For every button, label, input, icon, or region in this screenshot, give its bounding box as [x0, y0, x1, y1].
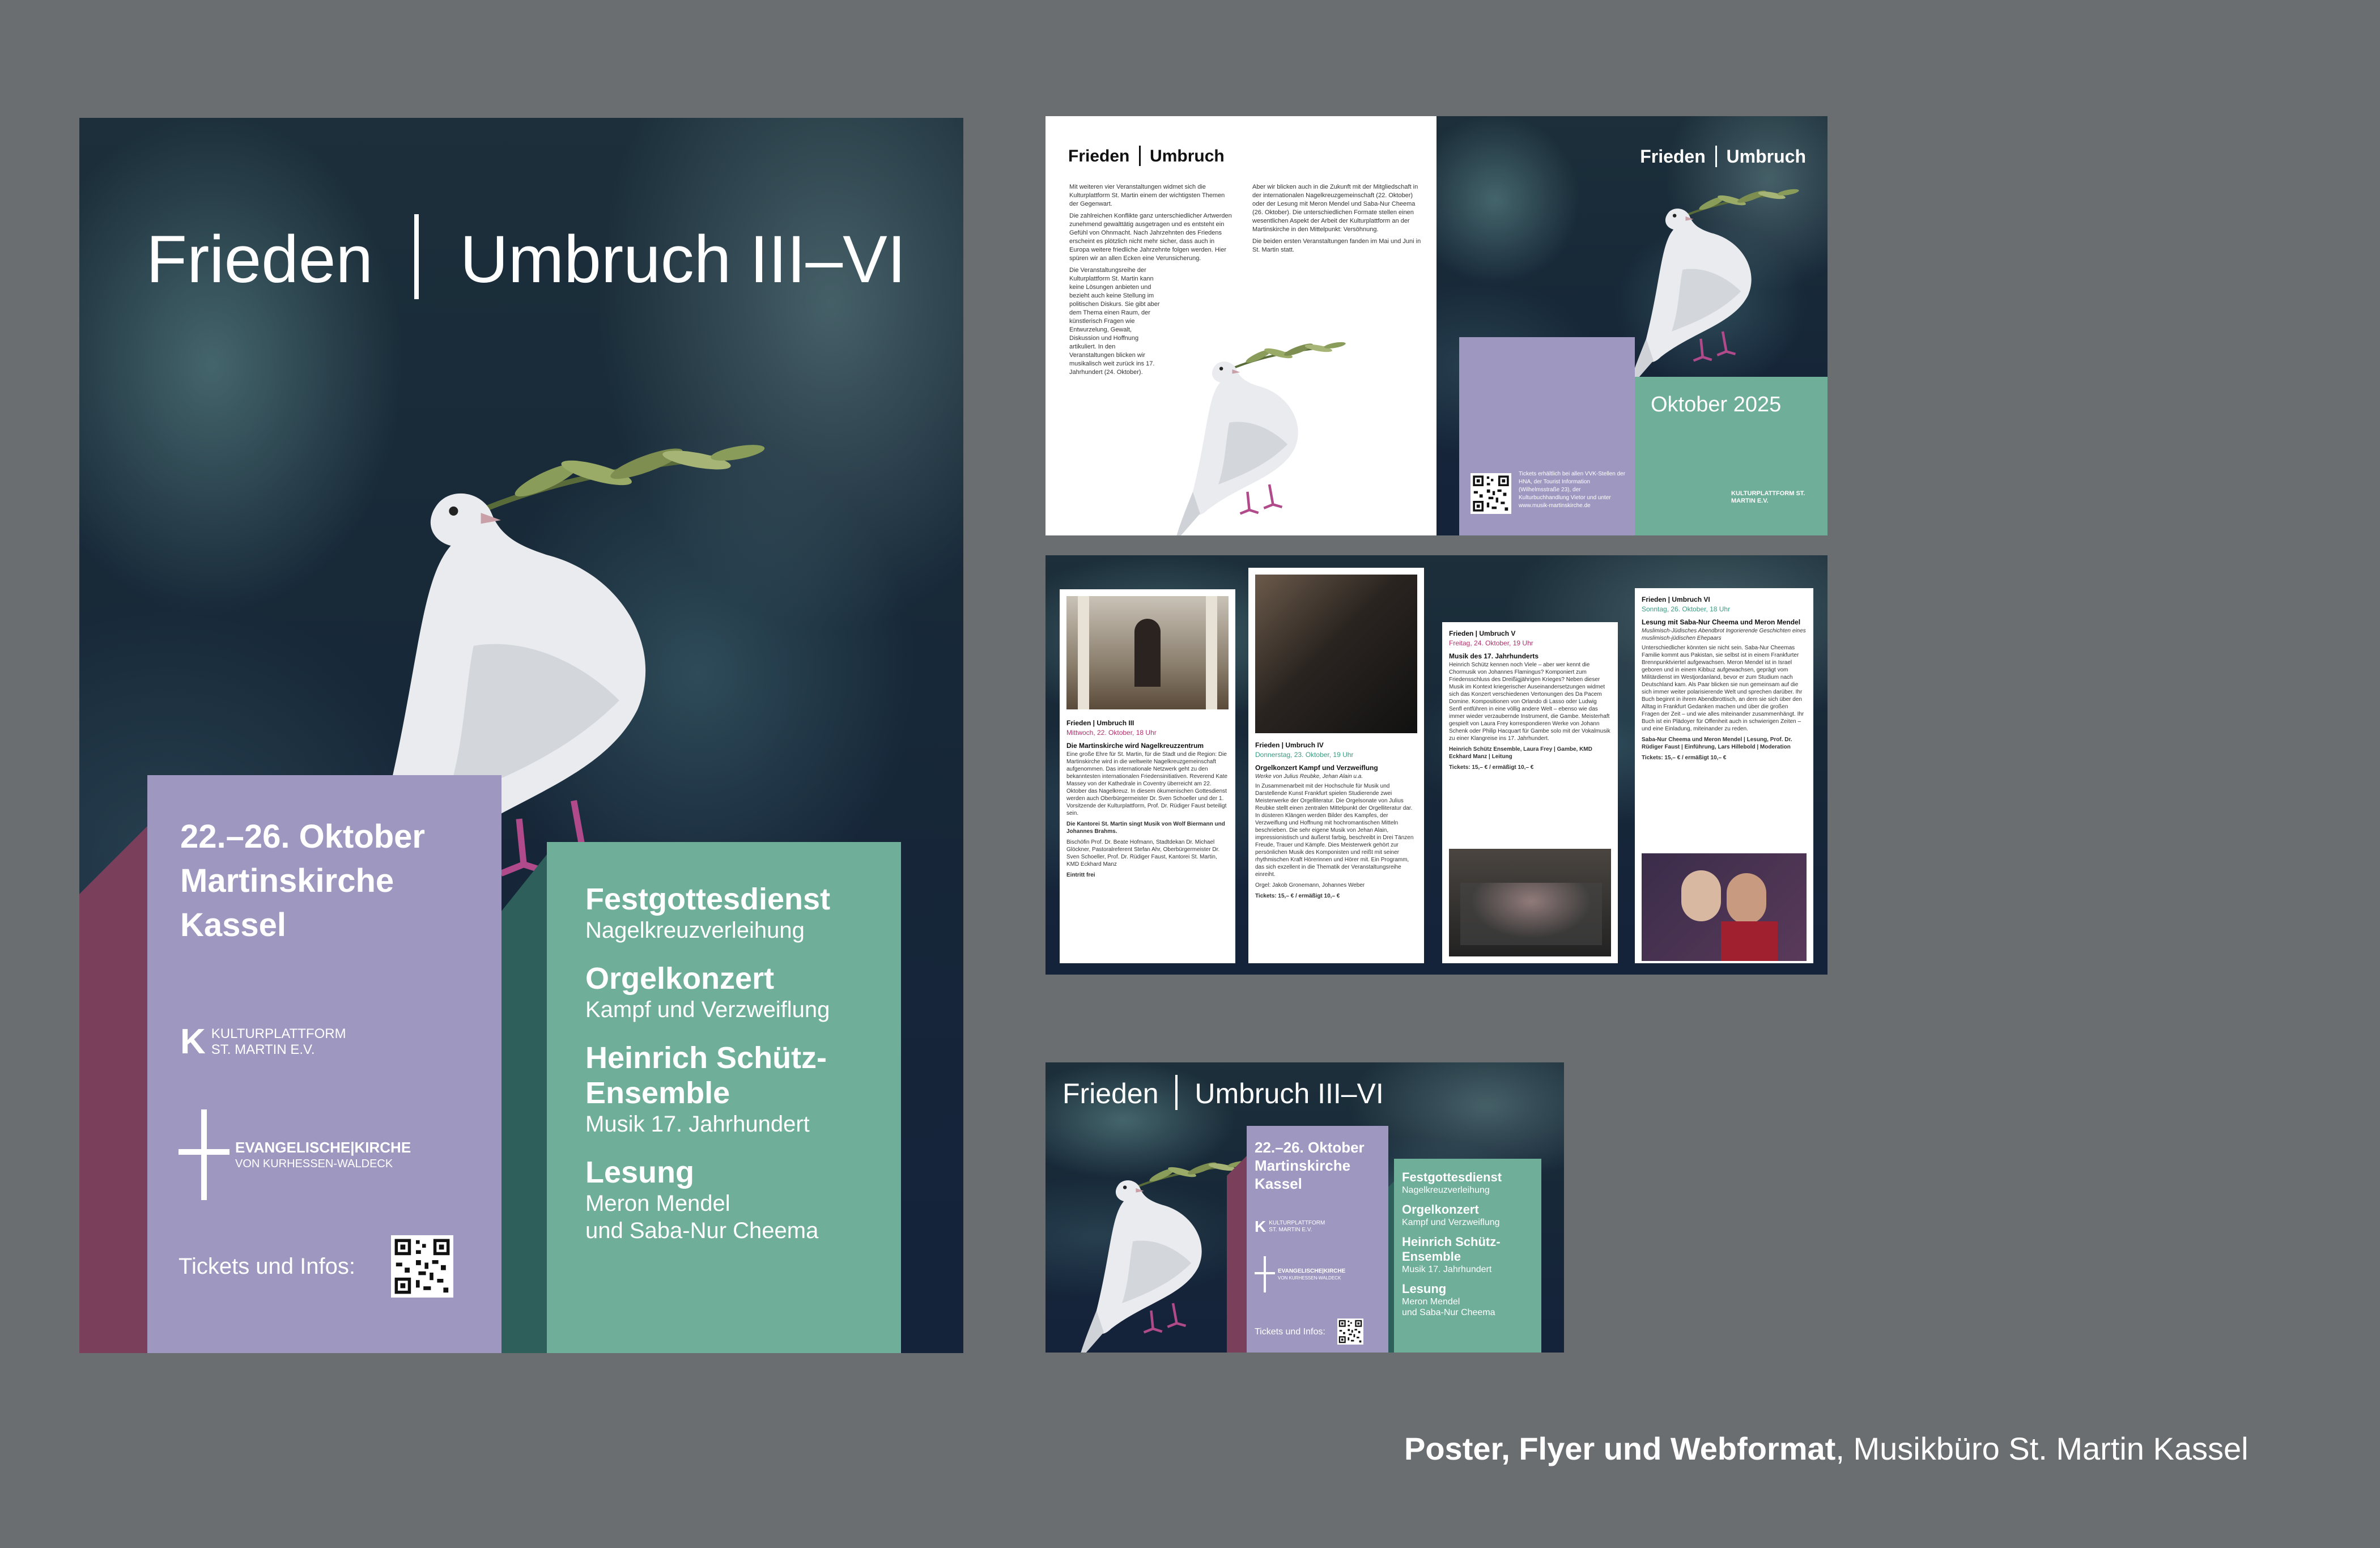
web-banner [1046, 1062, 1564, 1353]
intro-paragraph: Die zahlreichen Konflikte ganz unterschiedlicher Artwerden zunehmend gewalttätig ausgetragen und es entsteht ein Gefühl von Ohnmacht. Nach Jahrzehnten des Friedens erscheint es plötzlich nicht mehr sicher, dass auch in Europa weitere friedliche Jahrzehnte folgen werden. Hier spüren wir an allen Ecken eine Verunsicherung. [1069, 212, 1232, 262]
card-date: Freitag, 24. Oktober, 19 Uhr [1449, 639, 1533, 647]
dove-illustration [1046, 1147, 1250, 1353]
card-body: Unterschiedlicher könnten sie nicht sein. Saba-Nur Cheemas Familie kommt aus Pakistan, sie selbst ist in einem Frankfurter Brennpunktviertel aufgewachsen. Meron Mendel ist in Israel geboren und in einem Kibbuz aufgewachsen, geprägt vom Militärdienst im Westjordanland, bevor er zum Studium nach Deutschland kam. Als Paar blicken sie nun gemeinsam auf die sich immer weiter polarisierende Welt und sprechen darüber. Ihr Buch beginnt in ihrem Abendbrottisch, an dem sie sich über den Alltag in Frankfurt Gedanken machen und über die großen Fragen der Zeit – und wie alles miteinander zusammenhängt. Ihr Buch ist ein Plädoyer für Offenheit auch in schwierigen Zeiten – und eine Einladung, miteinander zu reden. [1642, 645, 1804, 732]
event-item [585, 961, 830, 1023]
flyer-lav-panel [1459, 337, 1635, 535]
qr-code [1337, 1319, 1363, 1345]
web-tickets-label: Tickets und Infos: [1255, 1327, 1325, 1337]
web-plum-side [1227, 1153, 1250, 1353]
event-card [1442, 622, 1618, 963]
event-sub: Meron Mendel [1402, 1297, 1460, 1307]
web-venue: Martinskirche [1255, 1157, 1351, 1174]
ekkw-logo [178, 1109, 411, 1200]
web-date-venue [1255, 1138, 1365, 1193]
event-title: Lesung [1402, 1282, 1447, 1296]
event-card [1635, 588, 1813, 963]
caption [1404, 1430, 2249, 1468]
dove-illustration [1114, 331, 1374, 535]
card-tickets: Tickets: 15,– € / ermäßigt 10,– € [1642, 755, 1727, 761]
ekkw-logo-line2: VON KURHESSEN-WALDECK [1278, 1275, 1341, 1281]
flyer-cover-header [1640, 146, 1806, 167]
event-item [1402, 1235, 1502, 1275]
card-credits: Saba-Nur Cheema und Meron Mendel | Lesung, Prof. Dr. Rüdiger Faust | Einführung, Lars Hillebold | Moderation [1642, 737, 1792, 750]
title-divider [414, 214, 419, 299]
flyer-inside [1046, 555, 1828, 975]
poster-date-venue [180, 815, 425, 947]
flyer-intro-col2 [1252, 183, 1422, 254]
event-sub: Nagelkreuzverleihung [1402, 1185, 1490, 1195]
organ-photo [1255, 575, 1417, 733]
event-title: Orgelkonzert [585, 962, 775, 996]
card-subline: Muslimisch-Jüdisches Abendbrot Ingorierende Geschichten eines muslimisch-jüdischen Ehepaars [1642, 628, 1806, 641]
kultur-logo-line1: KULTURPLATTFORM [211, 1026, 346, 1041]
card-credits: Bischöfin Prof. Dr. Beate Hofmann, Stadtdekan Dr. Michael Glöckner, Pastoralreferent Stefan Ahr, Oberbürgermeister Dr. Sven Schoeller, Prof. Dr. Rüdiger Faust, Kantorei St. Martin, KMD Eckhard Manz [1066, 839, 1220, 867]
event-item [585, 1040, 830, 1138]
flyer-header [1068, 146, 1225, 166]
flyer-header-left: Frieden [1068, 147, 1130, 165]
header-divider [1139, 146, 1141, 166]
event-sub: Musik 17. Jahrhundert [585, 1112, 810, 1137]
event-title: Lesung [585, 1155, 695, 1189]
kulturplattform-logo [180, 1024, 346, 1060]
event-sub: Musik 17. Jahrhundert [1402, 1265, 1492, 1274]
flyer-outside-right [1436, 116, 1828, 535]
event-title: Heinrich Schütz- [1402, 1235, 1501, 1249]
cross-icon [1255, 1256, 1275, 1292]
poster-city: Kassel [180, 907, 287, 943]
poster-events-list [585, 882, 830, 1244]
card-title: Frieden | Umbruch IV [1255, 741, 1324, 749]
poster-date: 22.–26. Oktober [180, 818, 425, 855]
cover-header-left: Frieden [1640, 146, 1706, 167]
k-logo-icon: K [180, 1022, 206, 1061]
event-item [585, 882, 830, 944]
card-headline: Die Martinskirche wird Nagelkreuzzentrum [1066, 742, 1204, 750]
web-events-list [1402, 1170, 1502, 1318]
web-info-panel [1247, 1126, 1388, 1353]
kultur-logo-line1: KULTURPLATTFORM [1269, 1220, 1325, 1226]
web-events-panel [1394, 1159, 1541, 1353]
poster-venue: Martinskirche [180, 862, 394, 899]
qr-code [391, 1235, 453, 1298]
card-text [1066, 718, 1229, 879]
flyer-green-panel [1635, 377, 1828, 535]
flyer-header-right: Umbruch [1150, 147, 1225, 165]
card-date: Mittwoch, 22. Oktober, 18 Uhr [1066, 729, 1157, 737]
card-tickets: Eintritt frei [1066, 872, 1095, 878]
card-tickets: Tickets: 15,– € / ermäßigt 10,– € [1449, 764, 1534, 771]
event-title: Heinrich Schütz- [585, 1041, 827, 1075]
card-headline: Lesung mit Saba-Nur Cheema und Meron Mendel [1642, 618, 1801, 626]
card-text [1642, 595, 1807, 762]
card-credits: Heinrich Schütz Ensemble, Laura Frey | Gambe, KMD Eckhard Manz | Leitung [1449, 746, 1592, 760]
web-title-left: Frieden [1062, 1078, 1159, 1109]
poster-info-panel [147, 775, 502, 1353]
card-credits: Orgel: Jakob Gronemann, Johannes Weber [1255, 882, 1365, 888]
event-sub: und Saba-Nur Cheema [585, 1218, 819, 1243]
card-headline: Musik des 17. Jahrhunderts [1449, 652, 1539, 660]
card-subline: Werke von Julius Reubke, Jehan Alain u.a. [1255, 773, 1363, 780]
card-title: Frieden | Umbruch III [1066, 719, 1134, 727]
caption-bold: Poster, Flyer und Webformat [1404, 1431, 1836, 1466]
poster [79, 118, 963, 1353]
card-text [1255, 741, 1417, 900]
authors-photo [1642, 853, 1807, 961]
event-card [1248, 568, 1424, 963]
kultur-logo-line2: ST. MARTIN E.V. [1269, 1227, 1312, 1233]
flyer-month: Oktober 2025 [1651, 393, 1782, 416]
event-sub: Nagelkreuzverleihung [585, 918, 805, 943]
event-sub: und Saba-Nur Cheema [1402, 1308, 1495, 1317]
card-extra: Die Kantorei St. Martin singt Musik von Wolf Biermann und Johannes Brahms. [1066, 821, 1225, 835]
event-item [1402, 1282, 1502, 1318]
flyer-small-logo: KULTURPLATTFORM ST. MARTIN E.V. [1731, 490, 1805, 504]
qr-code [1470, 473, 1511, 514]
web-title-right: Umbruch III–VI [1195, 1078, 1384, 1109]
ekkw-logo-line1: EVANGELISCHE|KIRCHE [235, 1139, 411, 1156]
event-sub: Meron Mendel [585, 1191, 730, 1216]
card-body: Eine große Ehre für St. Martin, für die Stadt und die Region: Die Martinskirche wird in die weltweite Nagelkreuzgemeinschaft aufgenommen. Das internationale Netzwerk geht zu den bekanntesten internationalen Friedensinitiativen. Reverend Kate Massey von der Kathedrale in Coventry überreicht am 22. Oktober das Nagelkreuz. In diesem ökumenischen Gottesdienst werden auch Oberbürgermeister Dr. Sven Schoeller und der 1. Vorsitzende der Kulturplattform, Prof. Dr. Rüdiger Faust beteiligt sein. [1066, 751, 1228, 816]
card-title: Frieden | Umbruch VI [1642, 596, 1710, 603]
event-item [585, 1155, 830, 1244]
ensemble-photo [1449, 849, 1611, 956]
web-ekkw-logo [1255, 1256, 1345, 1292]
cover-header-right: Umbruch [1726, 146, 1806, 167]
event-item [1402, 1170, 1502, 1196]
church-photo [1066, 596, 1229, 709]
event-title: Ensemble [585, 1076, 730, 1110]
card-title: Frieden | Umbruch V [1449, 630, 1516, 637]
event-sub: Kampf und Verzweiflung [1402, 1218, 1500, 1227]
ekkw-logo-line2: VON KURHESSEN-WALDECK [235, 1158, 393, 1170]
flyer-outside-left [1046, 116, 1436, 535]
card-headline: Orgelkonzert Kampf und Verzweiflung [1255, 764, 1378, 772]
poster-green-side [502, 854, 547, 1353]
event-sub: Kampf und Verzweiflung [585, 997, 830, 1022]
poster-tickets-label: Tickets und Infos: [178, 1254, 355, 1279]
web-k-logo [1255, 1218, 1325, 1236]
poster-title-left: Frieden [146, 222, 373, 297]
title-divider [1175, 1075, 1178, 1110]
web-city: Kassel [1255, 1175, 1302, 1192]
poster-plum-side [79, 826, 147, 1353]
card-date: Donnerstag, 23. Oktober, 19 Uhr [1255, 751, 1354, 759]
intro-paragraph: Mit weiteren vier Veranstaltungen widmet sich die Kulturplattform St. Martin einem der wichtigsten Themen der Gegenwart. [1069, 184, 1225, 207]
event-card [1060, 589, 1235, 963]
cross-icon [178, 1109, 230, 1200]
intro-paragraph: Die beiden ersten Veranstaltungen fanden im Mai und Juni in St. Martin statt. [1252, 238, 1421, 253]
card-tickets: Tickets: 15,– € / ermäßigt 10,– € [1255, 893, 1340, 899]
card-body: Heinrich Schütz kennen noch Viele – aber wer kennt die Chormusik von Johannes Flamingus? Komponiert zum Friedensschluss des Dreißigjährigen Krieges? Neben dieser Musik im Kontext kriegerischer Auseinandersetzungen widmet sich das Konzert verschiedenen Vertonungen des Da Pacem Domine. Kompositionen von Orlando di Lasso oder Ludwig Senfl entführen in eine völlig andere Welt – ebenso wie das immer wieder verzaubernde Instrument, die Gambe. Meisterhaft gespielt von Laura Frey korrespondieren Werke von Johann Schenk oder Philip Hacquart für Gambe solo mit der Vokalmusik zu einer Klangreise ins 17. Jahrhundert. [1449, 662, 1610, 742]
intro-paragraph: Die Veranstaltungsreihe der Kulturplattform St. Martin kann keine Lösungen anbieten und bezieht auch keine Stellung im politischen Diskurs. Sie gibt aber dem Thema einen Raum, der künstlerisch Fragen wie Entwurzelung, Gewalt, Diskussion und Hoffnung artikuliert. In den Veranstaltungen blicken wir musikalisch weit zurück ins 17. Jahrhundert (24. Oktober). [1069, 267, 1160, 376]
web-date: 22.–26. Oktober [1255, 1139, 1365, 1156]
poster-title [146, 214, 906, 299]
kultur-logo-line2: ST. MARTIN E.V. [211, 1042, 315, 1057]
intro-paragraph: Aber wir blicken auch in die Zukunft mit der Mitgliedschaft in der internationalen Nagelkreuzgemeinschaft (22. Oktober) oder der Lesung mit Meron Mendel und Saba-Nur Cheema (26. Oktober). Die unterschiedlichen Formate stellen einen wesentlichen Aspekt der Arbeit der Kulturplattform an der Martinskirche in den Mittelpunkt: Versöhnung. [1252, 184, 1418, 233]
ticket-note: Tickets erhältlich bei allen VVK-Stellen der HNA, der Tourist Information (Wilhelmsstraße 23), der Kulturbuchhandlung Vietor und unter www.musik-martinskirche.de [1519, 471, 1626, 509]
ekkw-logo-line1: EVANGELISCHE|KIRCHE [1278, 1268, 1346, 1274]
event-title: Ensemble [1402, 1249, 1461, 1264]
header-divider [1715, 146, 1717, 167]
caption-rest: , Musikbüro St. Martin Kassel [1835, 1431, 2249, 1466]
event-item [1402, 1202, 1502, 1228]
event-title: Festgottesdienst [1402, 1170, 1502, 1184]
event-title: Festgottesdienst [585, 882, 831, 916]
k-logo-icon: K [1255, 1218, 1266, 1235]
card-text [1449, 629, 1611, 771]
card-date: Sonntag, 26. Oktober, 18 Uhr [1642, 605, 1731, 613]
web-title [1062, 1075, 1384, 1111]
card-body: In Zusammenarbeit mit der Hochschule für Musik und Darstellende Kunst Frankfurt spielen Studierende zwei Meisterwerke der Orgelliteratur. Die Orgelsonate von Julius Reubke stellt einen zentralen Mittelpunkt der Orgelliteratur dar. In düsteren Klängen werden Bilder des Kampfes, der Verzweiflung und Hoffnung mit hochromantischen Mitteln beschrieben. Die sehr eigene Musik von Jehan Alain, impressionistisch und äußerst farbig, beschreibt in Drei Tänzen Freude, Trauer und Kämpfe. Dies Meisterwerk gehört zur persönlichen Musik des Komponisten und reißt mit seiner rhythmischen Kraft Hörerinnen und Hörer mit. Ein Programm, das sich exzellent in die Thematik der Veranstaltungsreihe einreiht. [1255, 783, 1414, 878]
poster-events-panel [547, 842, 901, 1353]
event-title: Orgelkonzert [1402, 1202, 1479, 1217]
poster-title-right: Umbruch III–VI [460, 222, 906, 297]
